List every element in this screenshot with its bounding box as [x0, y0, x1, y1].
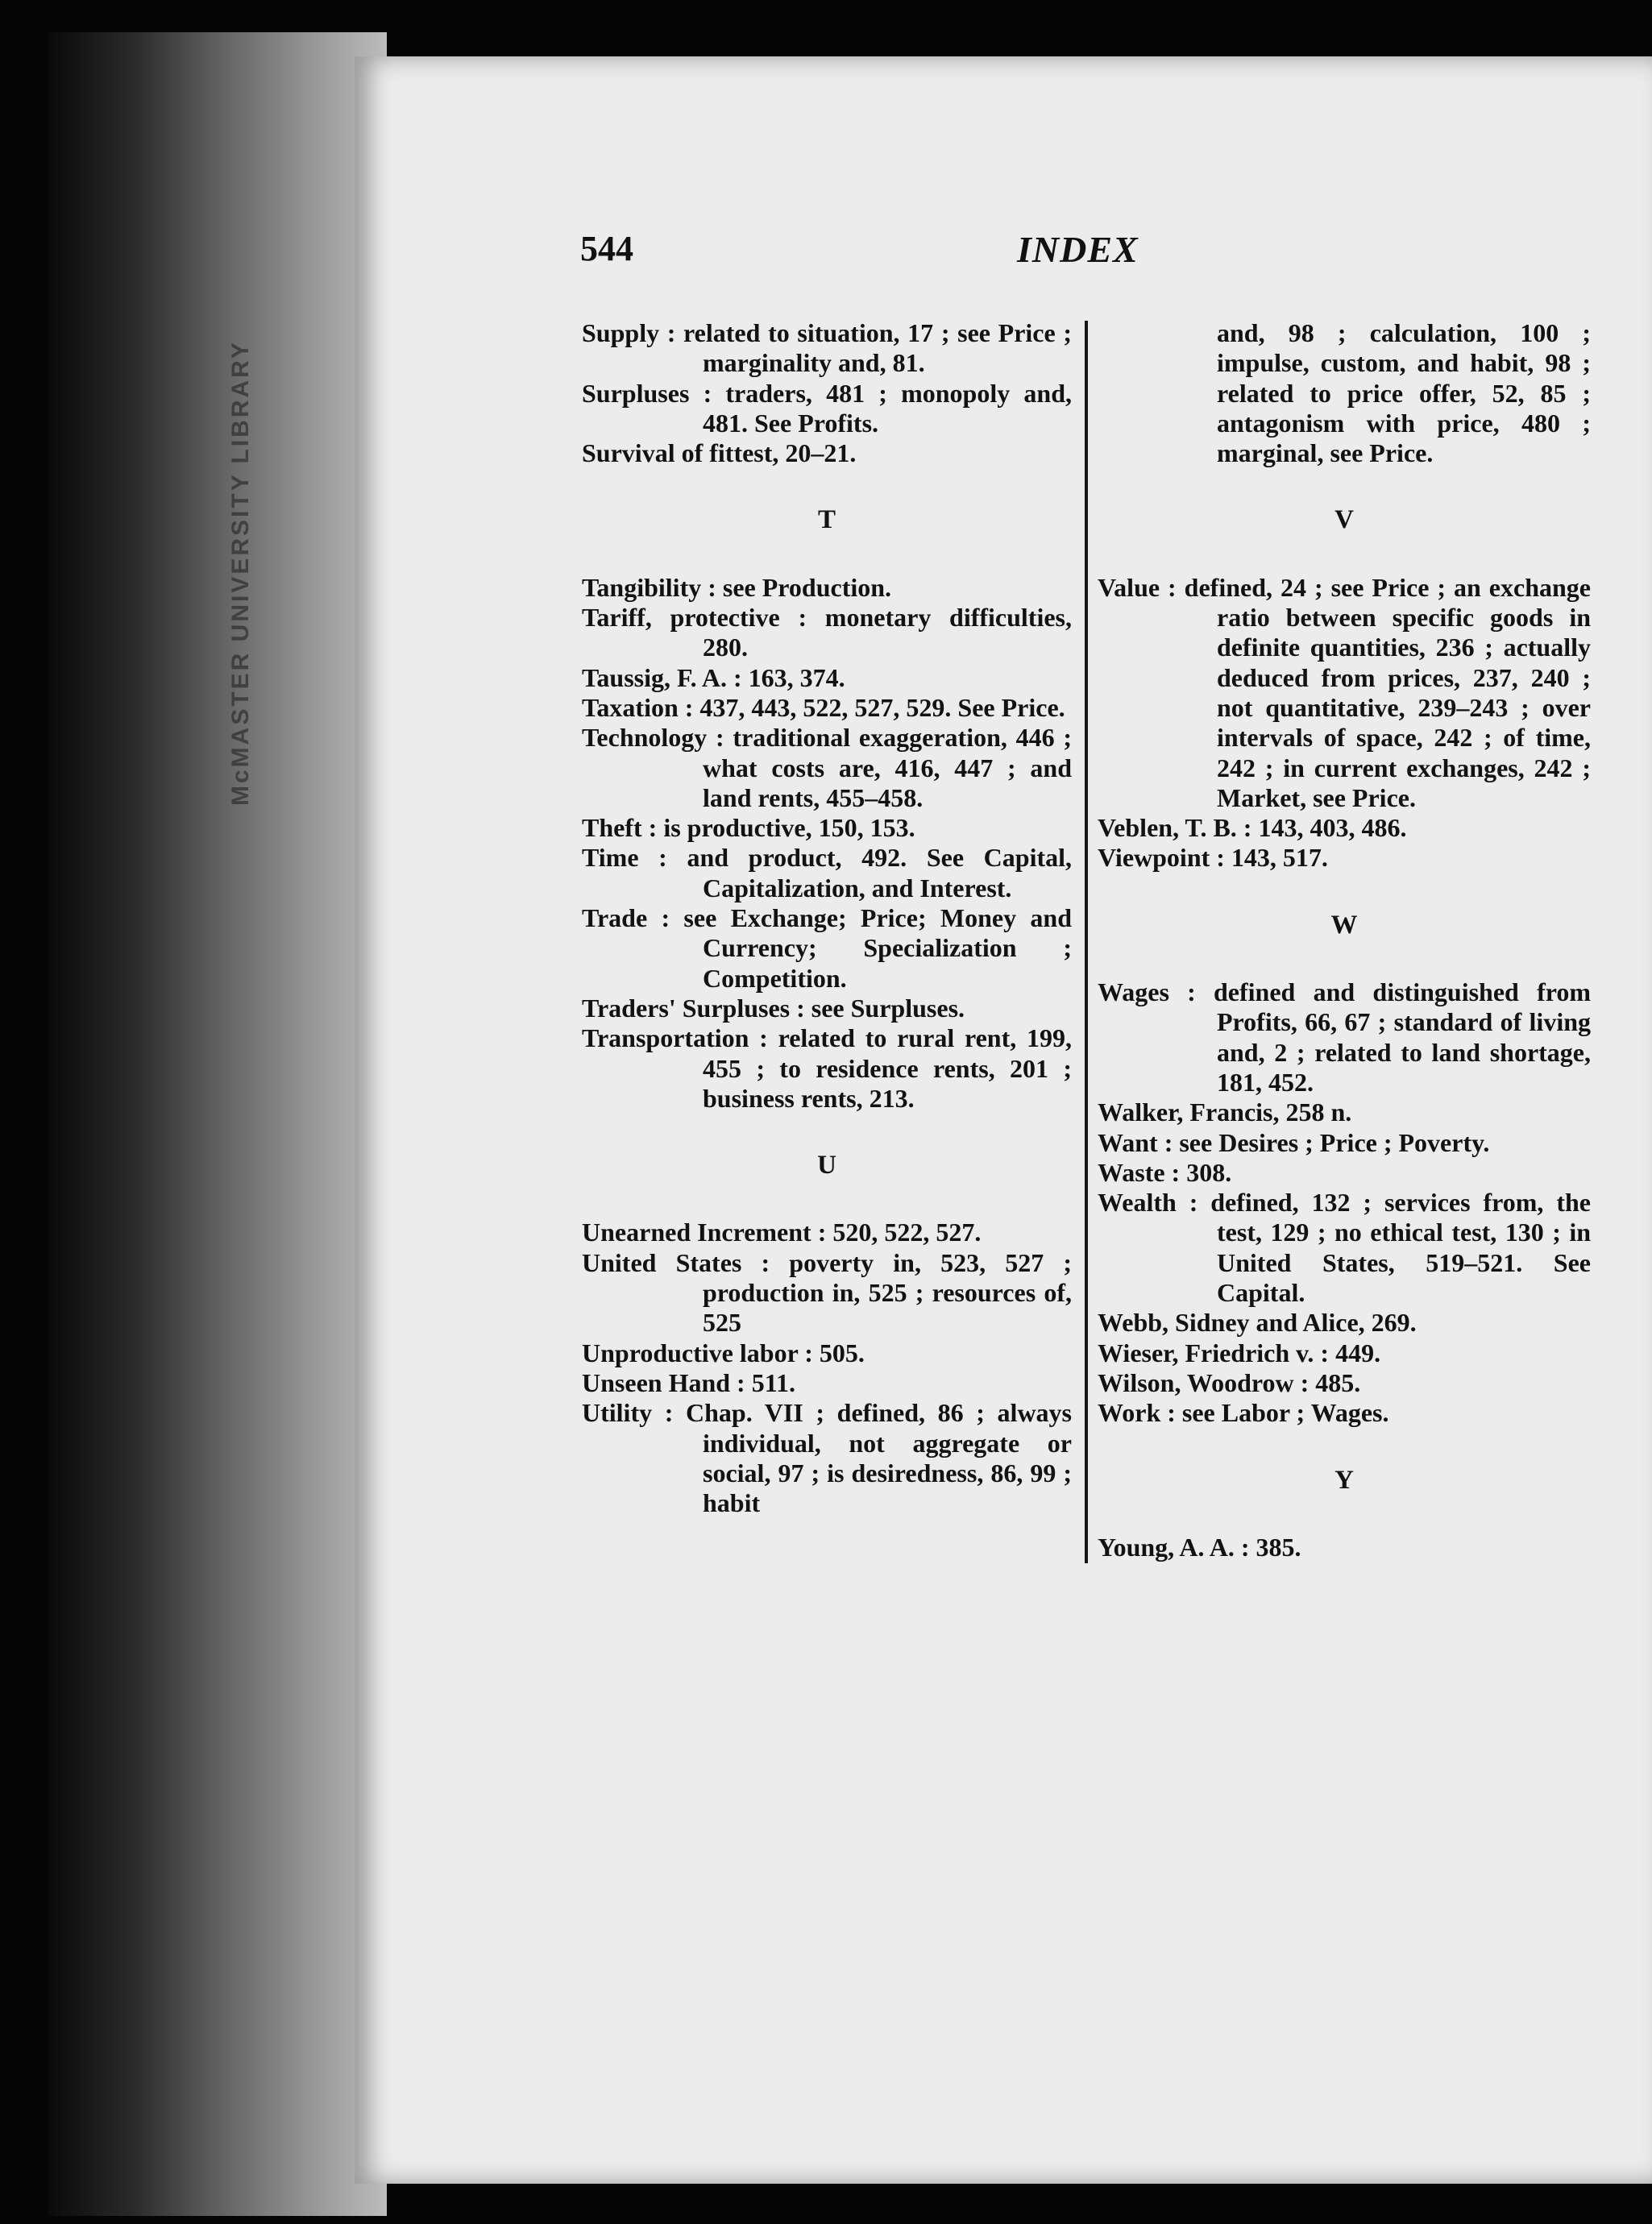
section-letter-v: V — [1334, 505, 1354, 535]
index-entry: Unseen Hand : 511. — [582, 1367, 795, 1397]
book-spine — [48, 32, 387, 2216]
index-entry: Taxation : 437, 443, 522, 527, 529. See Price. — [582, 692, 1065, 722]
index-entry: Transportation : related to rural rent, 199, 455 ; to residence rents, 201 ; business rents, 213. — [582, 1023, 1072, 1113]
index-entry: Value : defined, 24 ; see Price ; an exchange ratio between specific goods in definite quantities, 236 ; actually deduced from prices, 237, 240 ; not quantitative, 239–243 ; over intervals of space, 242 ; of time, 242 ; in current exchanges, 242 ; Market, see Price. — [1098, 572, 1591, 812]
section-letter-y: Y — [1334, 1465, 1354, 1495]
index-entry: Survival of fittest, 20–21. — [582, 438, 857, 468]
index-entry: Traders' Surpluses : see Surpluses. — [582, 993, 965, 1023]
index-entry: Wilson, Woodrow : 485. — [1098, 1367, 1361, 1397]
index-entry: Unproductive labor : 505. — [582, 1338, 865, 1367]
index-entry: Technology : traditional exaggeration, 446 ; what costs are, 416, 447 ; and land rents, 455–458. — [582, 723, 1072, 812]
index-entry: Surpluses : traders, 481 ; monopoly and, 481. See Profits. — [582, 378, 1072, 438]
index-column-right — [1098, 318, 1591, 1562]
index-entry: Unearned Increment : 520, 522, 527. — [582, 1218, 982, 1247]
index-column-left — [582, 318, 1072, 1518]
index-entry: Young, A. A. : 385. — [1098, 1532, 1301, 1562]
index-entry: Tangibility : see Production. — [582, 572, 892, 602]
index-entry: Utility : Chap. VII ; defined, 86 ; always individual, not aggregate or social, 97 ; is desiredness, 86, 99 ; habit — [582, 1398, 1072, 1518]
section-letter-t: T — [817, 505, 836, 535]
index-entry: Theft : is productive, 150, 153. — [582, 813, 915, 843]
section-letter-w: W — [1330, 910, 1358, 940]
index-entry: Walker, Francis, 258 n. — [1098, 1097, 1352, 1127]
index-entry: Wieser, Friedrich v. : 449. — [1098, 1338, 1381, 1367]
index-entry: Work : see Labor ; Wages. — [1098, 1398, 1389, 1428]
index-entry: Want : see Desires ; Price ; Poverty. — [1098, 1127, 1490, 1157]
index-entry: Waste : 308. — [1098, 1157, 1232, 1187]
index-entry: Tariff, protective : monetary difficulties, 280. — [582, 603, 1072, 662]
index-entry: Viewpoint : 143, 517. — [1098, 843, 1328, 873]
index-entry-continued: and, 98 ; calculation, 100 ; impulse, custom, and habit, 98 ; related to price offer, 52, 85 ; antagonism with price, 480 ; marginal, see Price. — [1217, 318, 1591, 468]
column-divider — [1085, 321, 1088, 1563]
index-entry: United States : poverty in, 523, 527 ; production in, 525 ; resources of, 525 — [582, 1247, 1072, 1338]
page-number: 544 — [580, 229, 633, 268]
index-entry: Time : and product, 492. See Capital, Capitalization, and Interest. — [582, 843, 1072, 902]
index-entry: Webb, Sidney and Alice, 269. — [1098, 1308, 1417, 1338]
library-stamp: McMASTER UNIVERSITY LIBRARY — [227, 340, 254, 806]
section-letter-u: U — [817, 1151, 836, 1180]
index-entry: Trade : see Exchange; Price; Money and Currency; Specialization ; Competition. — [582, 903, 1072, 993]
index-entry: Taussig, F. A. : 163, 374. — [582, 662, 845, 692]
index-entry: Veblen, T. B. : 143, 403, 486. — [1098, 813, 1407, 843]
index-entry: Supply : related to situation, 17 ; see Price ; marginality and, 81. — [582, 318, 1072, 378]
index-entry: Wages : defined and distinguished from Profits, 66, 67 ; standard of living and, 2 ; related to land shortage, 181, 452. — [1098, 977, 1591, 1097]
index-entry: Wealth : defined, 132 ; services from, the test, 129 ; no ethical test, 130 ; in United States, 519–521. See Capital. — [1098, 1188, 1591, 1308]
page-title: INDEX — [1017, 229, 1139, 270]
